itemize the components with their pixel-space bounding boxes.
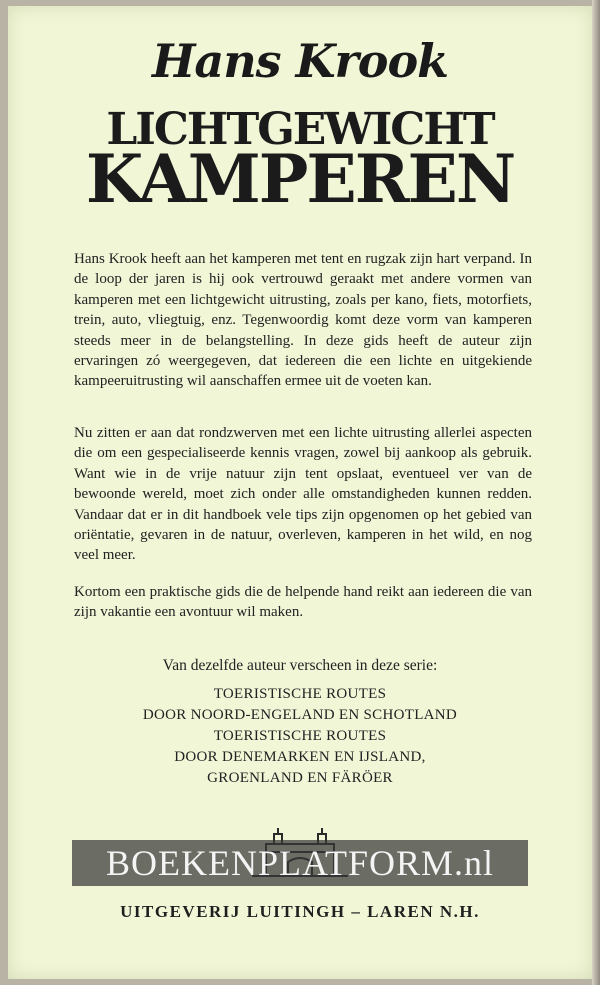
watermark-text: BOEKENPLATFORM.nl — [105, 843, 495, 883]
series-book-1-line-2: DOOR NOORD-ENGELAND EN SCHOTLAND — [142, 707, 458, 723]
title-line-2: KAMPEREN — [85, 140, 515, 218]
publisher-name: UITGEVERIJ LUITINGH – LAREN N.H. — [120, 902, 480, 921]
series-book-2-line-3: GROENLAND EN FÄRÖER — [207, 770, 393, 786]
series-list — [0, 684, 600, 789]
author-name: Hans Krook — [151, 34, 449, 88]
blurb-paragraph-2: Nu zitten er aan dat rondzwerven met een lichte uitrusting allerlei aspecten die om een gespecialiseerde kennis vragen, zowel bij aankoop als gebruik. Want wie in de vrije natuur zijn tent opslaat, eventueel ver van de bewoonde wereld, moet zich onder alle omstandigheden kunnen redden. Vandaar dat er in dit handboek vele tips zijn opgenomen op het gebied van oriëntatie, gevaren in de natuur, overleven, kamperen in het wild, en nog veel meer. — [74, 425, 532, 564]
series-book-1-line-1: TOERISTISCHE ROUTES — [213, 686, 387, 702]
series-intro: Van dezelfde auteur verscheen in deze serie: — [162, 657, 438, 674]
blurb-paragraph-1: Hans Krook heeft aan het kamperen met tent en rugzak zijn hart verpand. In de loop der jaren is hij ook vertrouwd geraakt met andere vormen van kamperen met een lichtgewicht uitrusting, zoals per kano, fiets, motorfiets, trein, auto, vliegtuig, enz. Tegenwoordig komt deze vorm van kamperen steeds meer in de belangstelling. In deze gids heeft de auteur zijn ervaringen zó weergegeven, dat iedereen die een lichte en uitgekiende kampeeruitrusting wil aanschaffen ermee uit de voeten kan. — [74, 251, 532, 390]
blurb-paragraph-3: Kortom een praktische gids die de helpende hand reikt aan iedereen die van zijn vakantie een avontuur wil maken. — [74, 584, 532, 621]
title-line-1: LICHTGEWICHT — [106, 104, 494, 155]
series-book-2-line-2: DOOR DENEMARKEN EN IJSLAND, — [174, 749, 426, 765]
series-book-2-line-1: TOERISTISCHE ROUTES — [213, 728, 387, 744]
